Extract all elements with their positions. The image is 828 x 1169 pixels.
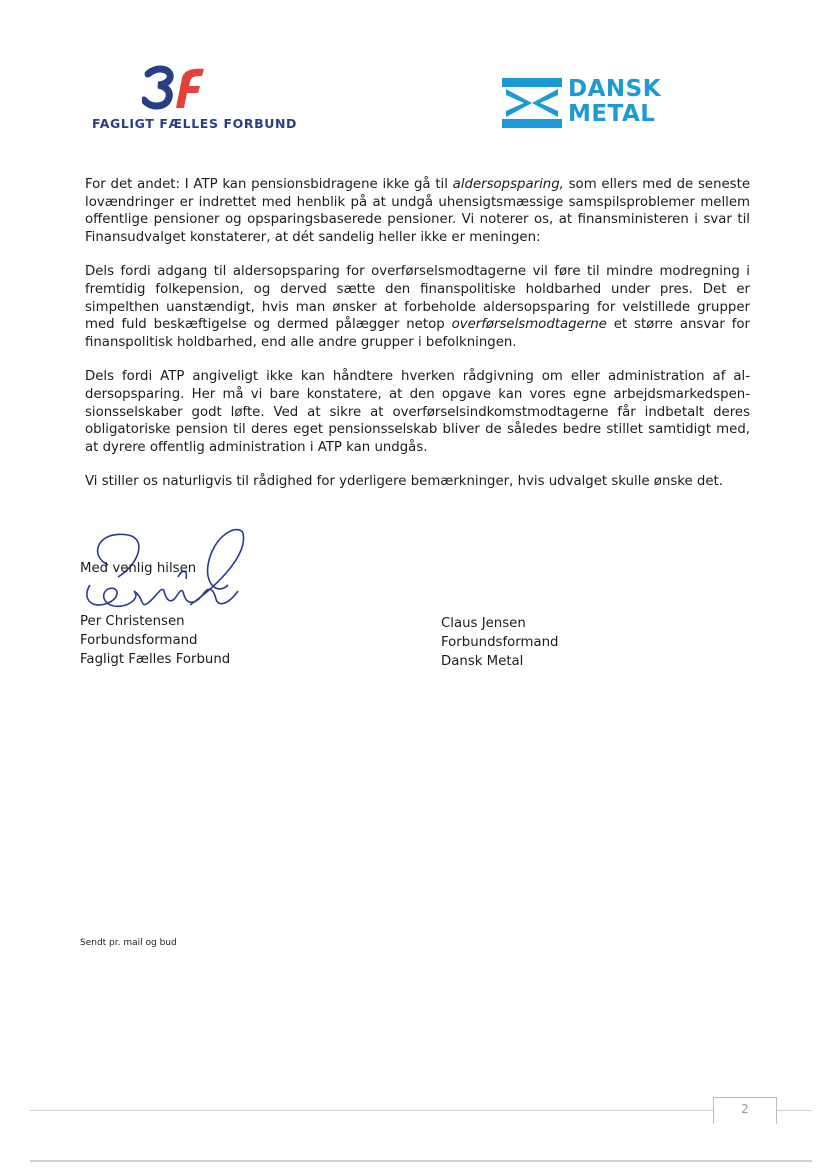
signer-name: Claus Jensen xyxy=(441,616,526,631)
paragraph-2: Dels fordi adgang til aldersopsparing for overførselsmodtagerne vil føre til mindre modregning i fremtidig folkepension, og derved sætte den finanspolitiske holdbarhed under pres. Det er simpelthen uanstændigt, hvis man ønsker at forbeholde aldersopsparing for velstillede grupper med fuld beskæftigelse og dermed pålægger netop overførselsmodtagerne et større ansvar for finanspolitisk holdbarhed, end alle andre grupper i befolkningen. xyxy=(85,264,751,350)
dansk-metal-line2: METAL xyxy=(568,101,656,127)
delivery-note: Sendt pr. mail og bud xyxy=(80,938,177,948)
signer-title: Forbundsformand xyxy=(80,633,198,648)
letter-body xyxy=(85,176,750,508)
dansk-metal-emblem-icon xyxy=(502,78,562,128)
paragraph-4: Vi stiller os naturligvis til rådighed for yderligere bemærkninger, hvis udvalget skulle ønske det. xyxy=(85,474,723,490)
signer-right xyxy=(441,614,558,671)
paragraph-1: For det andet: I ATP kan pensionsbidragene ikke gå til aldersopsparing, som ellers med de seneste lovændringer er indrettet med henblik på at undgå uhensigtsmæssige samspilsproblemer mellem offentlige pensioner og opsparingsbaserede pensioner. Vi noterer os, at finansministeren i svar til Finansudvalget konstaterer, at dét sandelig heller ikke er meningen: xyxy=(85,177,750,245)
3f-logo xyxy=(92,64,322,134)
signer-title: Forbundsformand xyxy=(441,635,559,650)
paragraph-3: Dels fordi ATP angiveligt ikke kan håndtere hverken rådgivning om eller administration af aldersopsparing. Her må vi bare konstatere, at den opgave kan vores egne arbejdsmarkedspensionsselskaber godt løfte. Ved at sikre at overførselsindkomstmodtagerne får indbetalt deres obligatoriske pension til deres eget pensionsselskab bliver de således bedre stillet samtidigt med, at dyrere offentlig administration i ATP kan undgås. xyxy=(85,369,750,455)
3f-emblem-icon xyxy=(142,64,208,110)
dansk-metal-line1: DANSK xyxy=(568,76,662,102)
3f-org-name: FAGLIGT FÆLLES FORBUND xyxy=(92,116,298,131)
signer-org: Dansk Metal xyxy=(441,654,524,669)
bottom-rule xyxy=(30,1160,812,1162)
signer-left xyxy=(80,612,230,669)
dansk-metal-logo xyxy=(502,74,682,134)
footer-rule xyxy=(30,1110,812,1111)
signer-org: Fagligt Fælles Forbund xyxy=(80,652,231,667)
page-number: 2 xyxy=(741,1102,749,1116)
page-number-box xyxy=(713,1097,777,1124)
signer-name: Per Christensen xyxy=(80,614,185,629)
closing-salutation: Med venlig hilsen xyxy=(80,561,197,576)
